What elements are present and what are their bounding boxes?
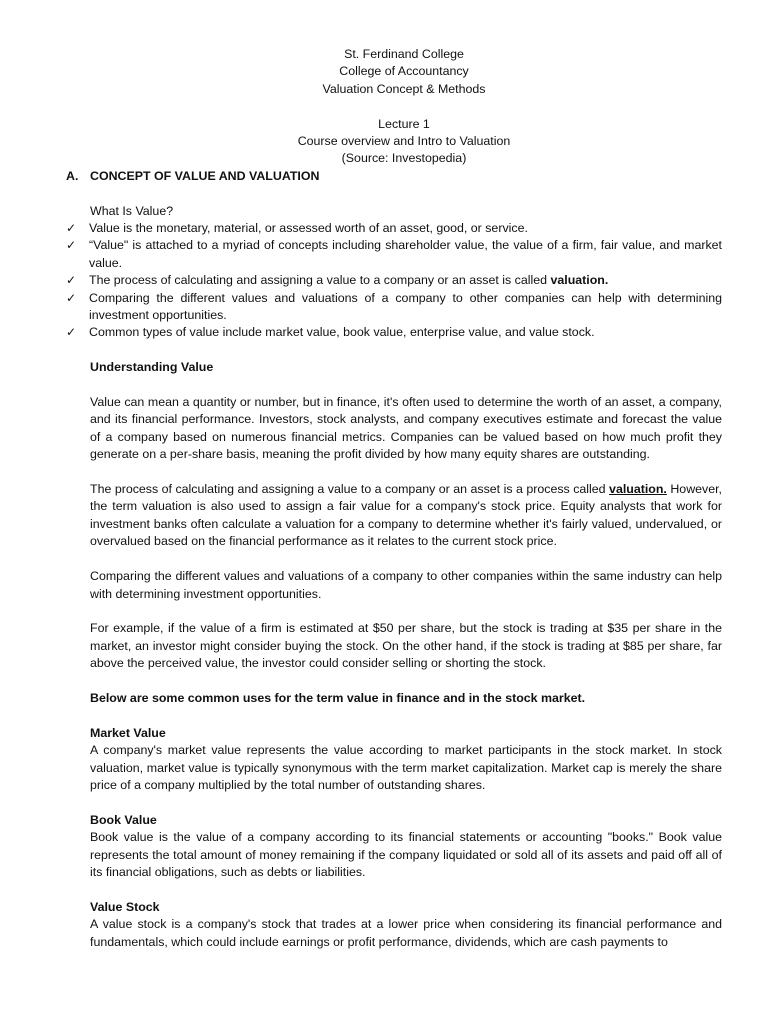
valuation-term: valuation. — [550, 273, 609, 288]
understanding-section — [90, 342, 722, 951]
uses-heading: Below are some common uses for the term value in finance and in the stock market. — [90, 690, 586, 705]
section-letter: A. — [66, 168, 79, 183]
list-item: ✓ “Value" is attached to a myriad of concepts including shareholder value, the value of a firm, fair value, and market value. — [66, 238, 722, 270]
course-name: Valuation Concept & Methods — [322, 81, 486, 96]
understanding-paragraph-3: Comparing the different values and valuations of a company to other companies within the same industry can help with determining investment opportunities. — [90, 569, 722, 601]
book-value-heading: Book Value — [90, 812, 157, 827]
section-heading — [66, 168, 722, 185]
department-name: College of Accountancy — [339, 64, 469, 79]
value-stock-text: A value stock is a company's stock that trades at a lower price when considering its financial performance and fundamentals, which could include earnings or profit performance, dividends, which are cash payments to — [90, 917, 722, 949]
document-header — [66, 46, 742, 168]
market-value-text: A company's market value represents the value according to market participants in the stock market. In stock valuation, market value is typically synonymous with the term market capitalization. Market cap is merely the share price of a company multiplied by the total number of outstanding shares. — [90, 743, 722, 792]
understanding-paragraph-2: The process of calculating and assigning a value to a company or an asset is a process called valuation. However, the term valuation is also used to assign a fair value for a company's stock price. Equity analysts that work for investment banks often calculate a valuation for a company to determine whether it's fairly valued, undervalued, or overvalued based on the financial performance as it relates to the current stock price. — [90, 482, 723, 549]
lecture-number: Lecture 1 — [378, 116, 430, 131]
understanding-heading: Understanding Value — [90, 360, 214, 375]
book-value-text: Book value is the value of a company according to its financial statements or accounting "books." Book value represents the total amount of money remaining if the company liquidated or sold all of its assets and paid off all of its financial obligations, such as debts or liabilities. — [90, 830, 722, 879]
understanding-paragraph-1: Value can mean a quantity or number, but in finance, it's often used to determine the worth of an asset, a company, and its financial performance. Investors, stock analysts, and company executives estimate and forecast the value of a company based on numerous financial metrics. Companies can be valued based on how much profit they generate on a per-share basis, meaning the profit divided by how many equity shares are outstanding. — [90, 395, 722, 462]
lecture-title: Course overview and Intro to Valuation — [297, 134, 511, 149]
list-item: ✓ Comparing the different values and valuations of a company to other companies can help with determining investment opportunities. — [66, 290, 722, 323]
checkmark-icon: ✓ — [66, 290, 77, 305]
list-item: ✓ Common types of value include market value, book value, enterprise value, and value stock. — [66, 324, 722, 341]
checkmark-icon: ✓ — [66, 238, 77, 253]
lecture-source: (Source: Investopedia) — [341, 151, 467, 166]
list-item: ✓ Value is the monetary, material, or assessed worth of an asset, good, or service. — [66, 220, 722, 237]
value-stock-heading: Value Stock — [90, 899, 160, 914]
college-name: St. Ferdinand College — [344, 47, 464, 61]
checkmark-icon: ✓ — [66, 273, 77, 288]
market-value-heading: Market Value — [90, 725, 166, 740]
understanding-paragraph-4: For example, if the value of a firm is estimated at $50 per share, but the stock is trading at $35 per share in the market, an investor might consider buying the stock. On the other hand, if the stock is trading at $85 per share, far above the perceived value, the investor could consider selling or shorting the stock. — [90, 621, 722, 671]
what-is-value-question: What Is Value? — [90, 203, 174, 218]
section-body — [90, 185, 722, 220]
checkmark-icon: ✓ — [66, 325, 77, 340]
valuation-term: valuation. — [609, 482, 667, 497]
list-item: ✓ The process of calculating and assigning a value to a company or an asset is called valuation. — [66, 272, 722, 289]
section-title: CONCEPT OF VALUE AND VALUATION — [90, 168, 320, 183]
value-bullet-list — [66, 220, 722, 342]
checkmark-icon: ✓ — [66, 221, 77, 236]
